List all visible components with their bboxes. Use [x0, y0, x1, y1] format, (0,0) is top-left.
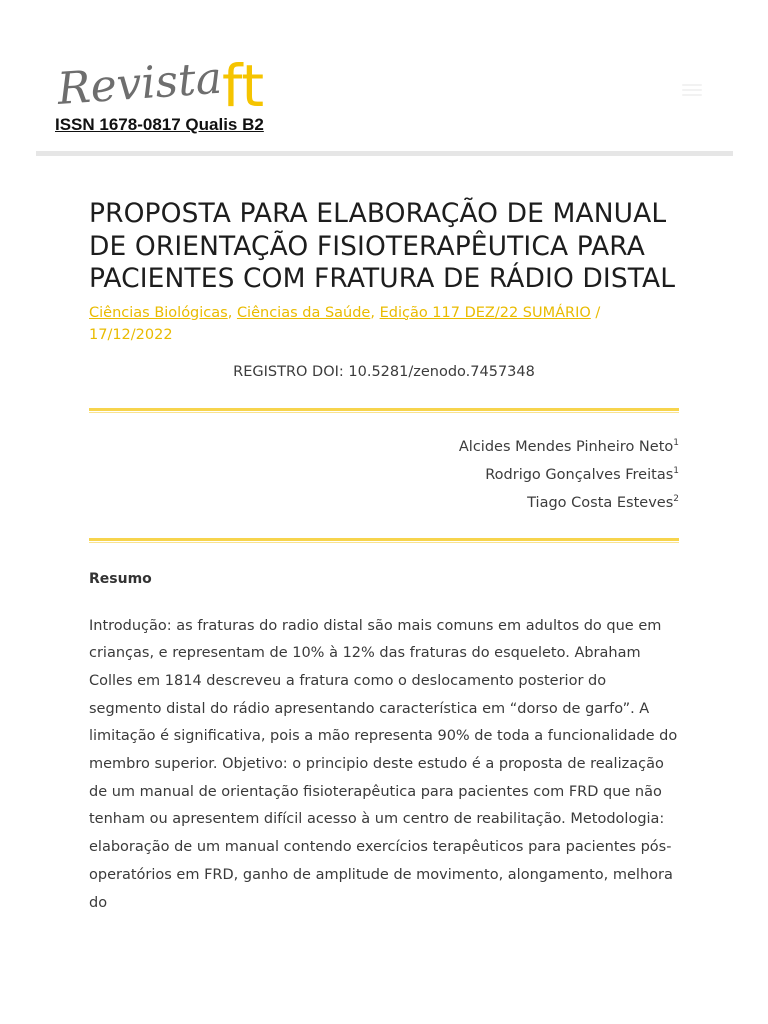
article [89, 198, 679, 932]
author-affiliation: 1 [673, 465, 679, 476]
category-separator: , [227, 304, 237, 321]
author-name: Alcides Mendes Pinheiro Neto [458, 438, 674, 455]
category-link-edicao-117[interactable]: Edição 117 DEZ/22 SUMÁRIO [379, 304, 591, 321]
issn-qualis-link[interactable]: ISSN 1678-0817 Qualis B2 [55, 115, 264, 134]
header-divider [36, 151, 733, 156]
menu-bar-bottom [682, 94, 702, 96]
author-list [89, 433, 679, 517]
abstract-text: Introdução: as fraturas do radio distal são mais comuns em adultos do que em crianças, e representam de 10% à 12% das fraturas do esqueleto. Abraham Colles em 1814 descreveu a fratura como o deslocamento posterior do segmento distal do rádio apresentando característica em “dorso de garfo”. A limitação é significativa, pois a mão representa 90% de toda a funcionalidade do membro superior. Objetivo: o principio deste estudo é a proposta de realização de um manual de orientação fisioterapêutica para pacientes com FRD que não tenham ou apresentem difícil acesso à um centro de reabilitação. Metodologia: elaboração de um manual contendo exercícios terapêuticos para pacientes pós-operatórios em FRD, ganho de amplitude de movimento, alongamento, melhora do [89, 617, 678, 911]
doi-registration: REGISTRO DOI: 10.5281/zenodo.7457348 [233, 363, 535, 380]
author-item [89, 433, 679, 461]
menu-bar-top [682, 84, 702, 86]
date-separator: / [590, 304, 601, 321]
logo-accent-text: ft [222, 52, 265, 120]
category-separator: , [370, 304, 380, 321]
hamburger-menu-icon[interactable] [682, 84, 702, 100]
menu-bar-middle [682, 89, 702, 91]
site-logo[interactable] [56, 44, 296, 120]
site-header [0, 0, 768, 160]
author-item [89, 489, 679, 517]
author-name: Tiago Costa Esteves [527, 494, 674, 511]
category-link-ciencias-da-saude[interactable]: Ciências da Saúde [236, 304, 371, 321]
author-affiliation: 1 [673, 437, 679, 448]
logo-script-text: Revista [56, 52, 224, 116]
publication-date: 17/12/2022 [89, 326, 173, 343]
revista-ft-logo-graphic [56, 44, 296, 120]
category-link-ciencias-biologicas[interactable]: Ciências Biológicas [89, 304, 228, 321]
section-divider-top [89, 408, 679, 413]
section-divider-bottom [89, 538, 679, 543]
article-meta [89, 302, 679, 346]
author-item [89, 461, 679, 489]
author-affiliation: 2 [673, 493, 679, 504]
author-name: Rodrigo Gonçalves Freitas [485, 466, 674, 483]
abstract-heading: Resumo [89, 570, 152, 587]
article-title: PROPOSTA PARA ELABORAÇÃO DE MANUAL DE ORIENTAÇÃO FISIOTERAPÊUTICA PARA PACIENTES COM FRATURA DE RÁDIO DISTAL [89, 198, 676, 294]
